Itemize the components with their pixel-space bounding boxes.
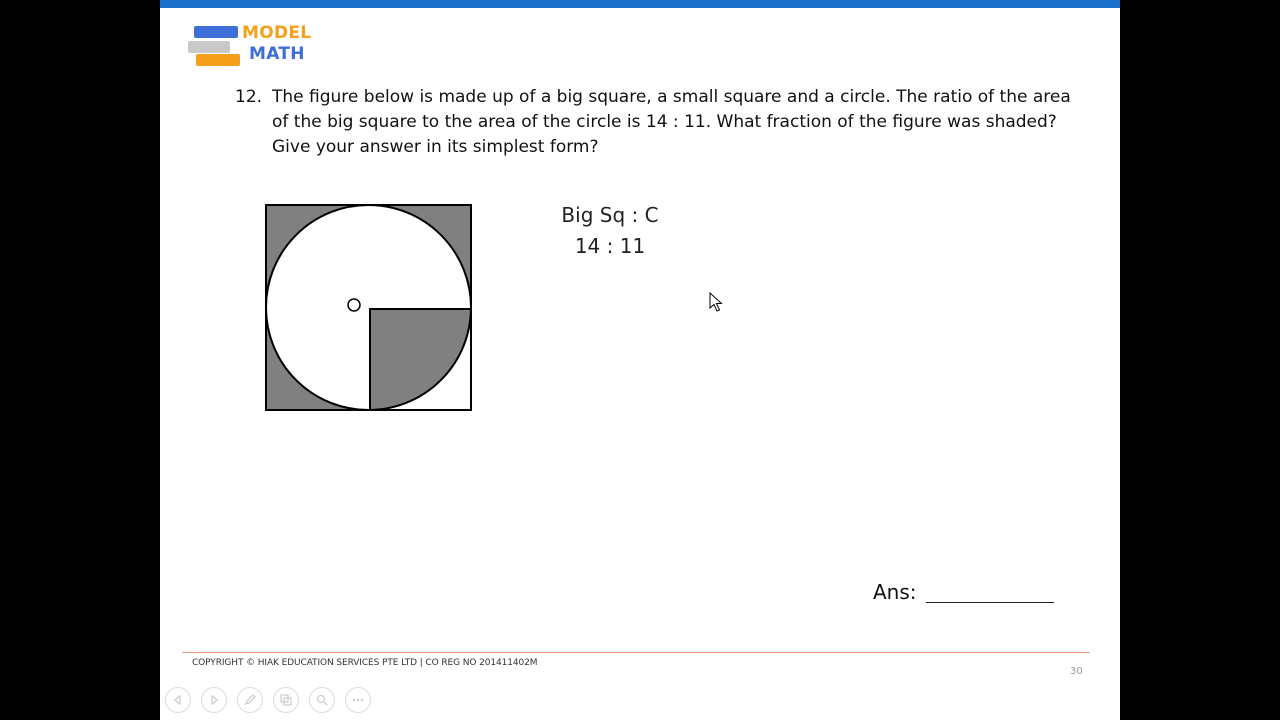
logo-bar-blue	[194, 26, 238, 38]
more-button[interactable]	[345, 687, 371, 713]
top-bar	[160, 0, 1120, 8]
pages-button[interactable]	[273, 687, 299, 713]
logo-text-math: MATH	[249, 44, 305, 64]
copyright-text: COPYRIGHT © HIAK EDUCATION SERVICES PTE LTD | CO REG NO 201411402M	[192, 658, 538, 668]
pages-icon	[279, 693, 293, 707]
previous-button[interactable]	[165, 687, 191, 713]
next-icon	[207, 693, 221, 707]
zoom-icon	[315, 693, 329, 707]
zoom-button[interactable]	[309, 687, 335, 713]
ratio-notes	[540, 200, 680, 262]
question-number: 12.	[235, 87, 263, 107]
question-text: The figure below is made up of a big square, a small square and a circle. The ratio of the area of the big square to the area of the circle is 14 : 11. What fraction of the figure was shaded? Give your answer in its simplest form?	[272, 87, 1071, 157]
mouse-cursor-icon	[709, 292, 725, 314]
pen-icon	[243, 693, 257, 707]
pen-button[interactable]	[237, 687, 263, 713]
next-button[interactable]	[201, 687, 227, 713]
presentation-controls	[165, 687, 371, 715]
logo-text-model: MODEL	[242, 23, 312, 43]
model-math-logo	[186, 22, 326, 70]
page-number: 30	[1070, 666, 1083, 677]
logo-bar-grey	[188, 41, 230, 53]
slide	[160, 0, 1120, 720]
ratio-label-line: Big Sq : C	[561, 203, 659, 227]
logo-bar-orange	[196, 54, 240, 66]
footer-rule	[182, 652, 1090, 653]
previous-icon	[171, 693, 185, 707]
circle-centre-mark	[348, 299, 360, 311]
answer-label: Ans:	[873, 580, 917, 604]
geometry-figure	[264, 203, 474, 413]
ratio-value-line: 14 : 11	[574, 234, 646, 258]
answer-blank[interactable]	[926, 602, 1054, 603]
more-icon	[351, 693, 365, 707]
